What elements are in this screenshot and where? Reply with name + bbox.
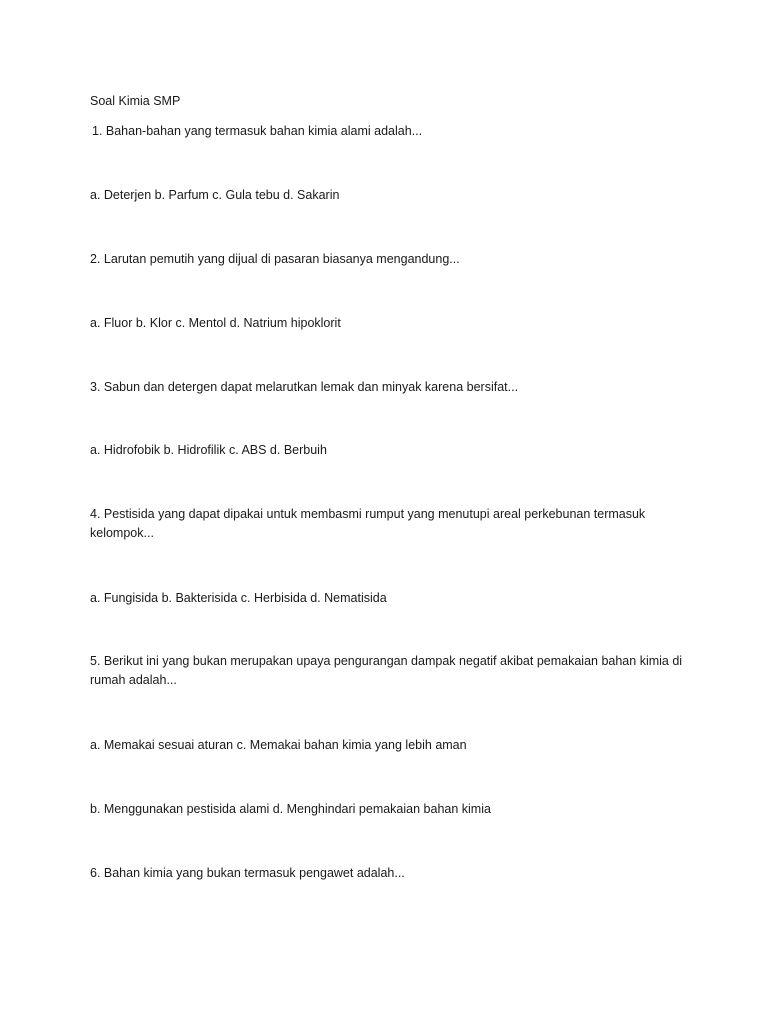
question-1: 1. Bahan-bahan yang termasuk bahan kimia alami adalah...	[92, 124, 423, 138]
document-title: Soal Kimia SMP	[90, 94, 181, 108]
question-5: 5. Berikut ini yang bukan merupakan upaya pengurangan dampak negatif akibat pemakaian bahan kimia di rumah adalah...	[90, 654, 683, 687]
question-5-options-ac: a. Memakai sesuai aturan c. Memakai bahan kimia yang lebih aman	[90, 738, 467, 752]
question-2: 2. Larutan pemutih yang dijual di pasaran biasanya mengandung...	[90, 252, 460, 266]
question-6: 6. Bahan kimia yang bukan termasuk pengawet adalah...	[90, 866, 405, 880]
question-2-options: a. Fluor b. Klor c. Mentol d. Natrium hipoklorit	[90, 316, 341, 330]
question-5-options-bd: b. Menggunakan pestisida alami d. Menghindari pemakaian bahan kimia	[90, 802, 491, 816]
question-3-options: a. Hidrofobik b. Hidrofilik c. ABS d. Berbuih	[90, 443, 327, 457]
question-3: 3. Sabun dan detergen dapat melarutkan lemak dan minyak karena bersifat...	[90, 380, 519, 394]
question-4: 4. Pestisida yang dapat dipakai untuk membasmi rumput yang menutupi areal perkebunan termasuk kelompok...	[90, 507, 646, 540]
question-4-options: a. Fungisida b. Bakterisida c. Herbisida d. Nematisida	[90, 591, 387, 605]
question-1-options: a. Deterjen b. Parfum c. Gula tebu d. Sakarin	[90, 188, 340, 202]
